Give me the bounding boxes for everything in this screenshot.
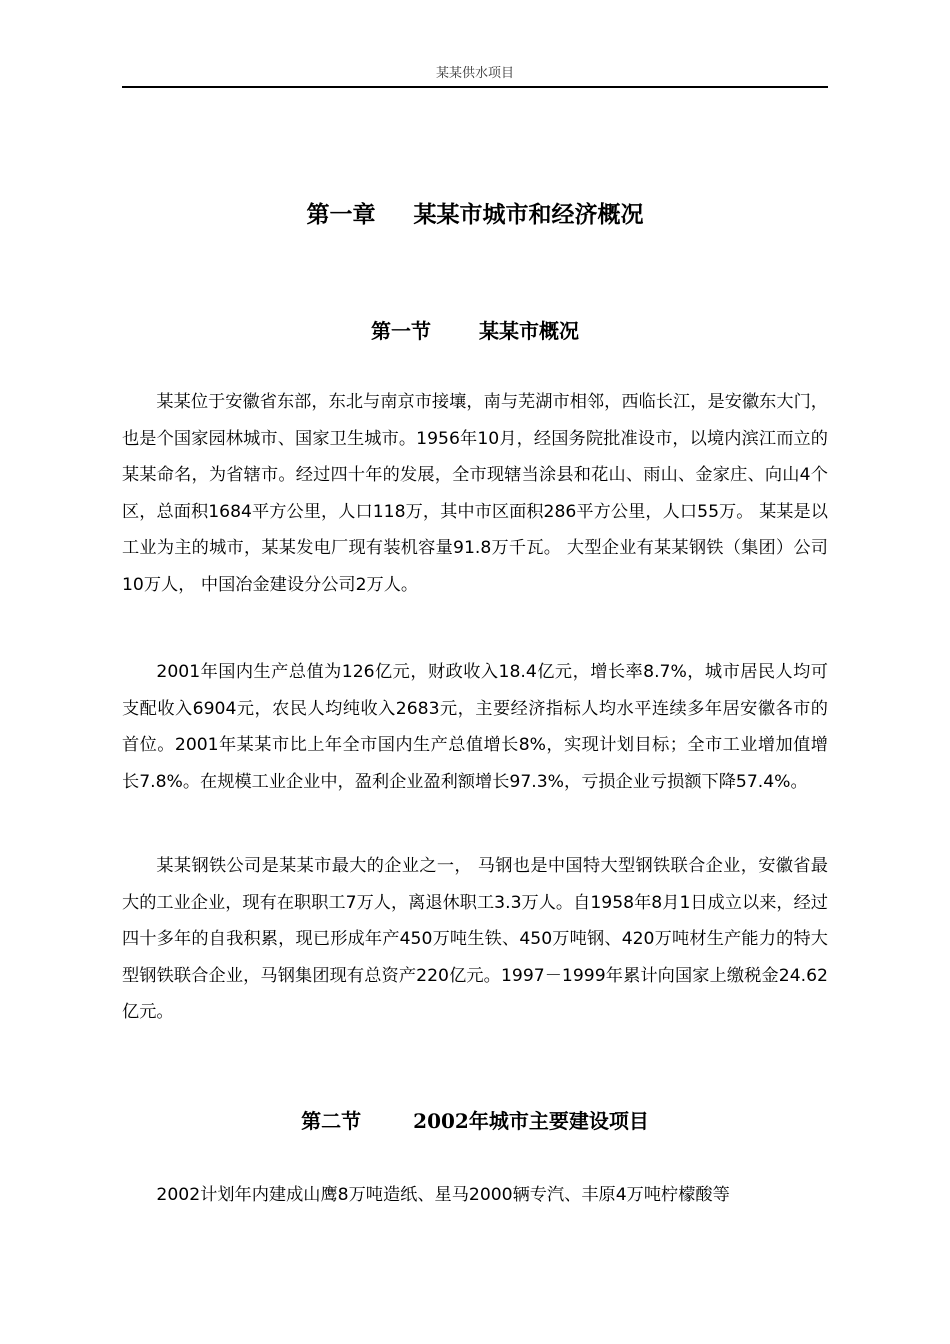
- paragraph-construction-2002: 2002计划年内建成山鹰8万吨造纸、星马2000辆专汽、丰原4万吨柠檬酸等: [156, 1185, 730, 1205]
- section-name: 2002年城市主要建设项目: [413, 1109, 649, 1133]
- section-number: 第二节: [301, 1109, 362, 1133]
- section-name: 某某市概况: [479, 319, 579, 343]
- paragraph-economy-2001: 2001年国内生产总值为126亿元，财政收入18.4亿元，增长率8.7%，城市居民人均可支配收入6904元，农民人均纯收入2683元，主要经济指标人均水平连续多年居安徽各市的首位。2001年某某市比上年全市国内生产总值增长8%，实现计划目标；全市工业增加值增长7.8%。在规模工业企业中，盈利企业盈利额增长97.3%，亏损企业亏损额下降57.4%。: [122, 662, 828, 792]
- header-rule: [122, 86, 828, 88]
- section-title-1: [122, 316, 828, 346]
- chapter-title: [122, 198, 828, 232]
- section-title-2: [122, 1106, 828, 1136]
- paragraph-city-overview: 某某位于安徽省东部，东北与南京市接壤，南与芜湖市相邻，西临长江，是安徽东大门，也是个国家园林城市、国家卫生城市。1956年10月，经国务院批准设市，以境内滨江而立的某某命名，为省辖市。经过四十年的发展，全市现辖当涂县和花山、雨山、金家庄、向山4个区，总面积1684平方公里，人口118万，其中市区面积286平方公里，人口55万。 某某是以工业为主的城市，某某发电厂现有装机容量91.8万千瓦。 大型企业有某某钢铁（集团）公司10万人， 中国冶金建设分公司2万人。: [122, 392, 828, 595]
- section-number: 第一节: [371, 319, 431, 343]
- chapter-number: 第一章: [306, 201, 376, 228]
- paragraph-steel-company: 某某钢铁公司是某某市最大的企业之一， 马钢也是中国特大型钢铁联合企业，安徽省最大的工业企业，现有在职职工7万人，离退休职工3.3万人。自1958年8月1日成立以来，经过四十多年的自我积累，现已形成年产450万吨生铁、450万吨钢、420万吨材生产能力的特大型钢铁联合企业，马钢集团现有总资产220亿元。1997－1999年累计向国家上缴税金24.62亿元。: [122, 856, 828, 1022]
- chapter-name: 某某市城市和经济概况: [413, 201, 644, 228]
- running-header: 某某供水项目: [435, 66, 514, 81]
